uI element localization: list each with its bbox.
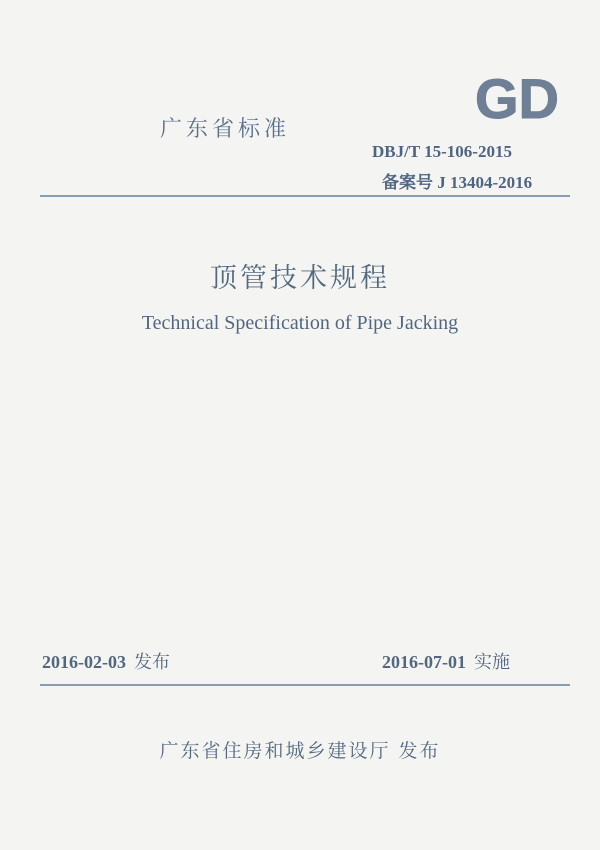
top-divider: [40, 195, 570, 197]
standard-code: DBJ/T 15-106-2015: [372, 142, 512, 161]
bottom-divider: [40, 684, 570, 686]
logo-text: GD: [475, 72, 559, 128]
issue-date-block: [42, 648, 170, 674]
effective-date-block: [382, 648, 510, 674]
publisher-line: 广东省住房和城乡建设厅 发布: [159, 740, 441, 762]
document-title-english: Technical Specification of Pipe Jacking: [141, 312, 459, 334]
record-number: 备案号 J 13404-2016: [382, 173, 533, 192]
effective-date: 2016-07-01: [382, 652, 466, 672]
issue-label: 发布: [134, 652, 170, 673]
standard-level-label: 广东省标准: [160, 117, 291, 142]
effective-label: 实施: [474, 652, 510, 673]
issue-date: 2016-02-03: [42, 652, 126, 672]
gd-logo-icon: [462, 72, 572, 128]
document-title-chinese: 顶管技术规程: [210, 263, 390, 294]
